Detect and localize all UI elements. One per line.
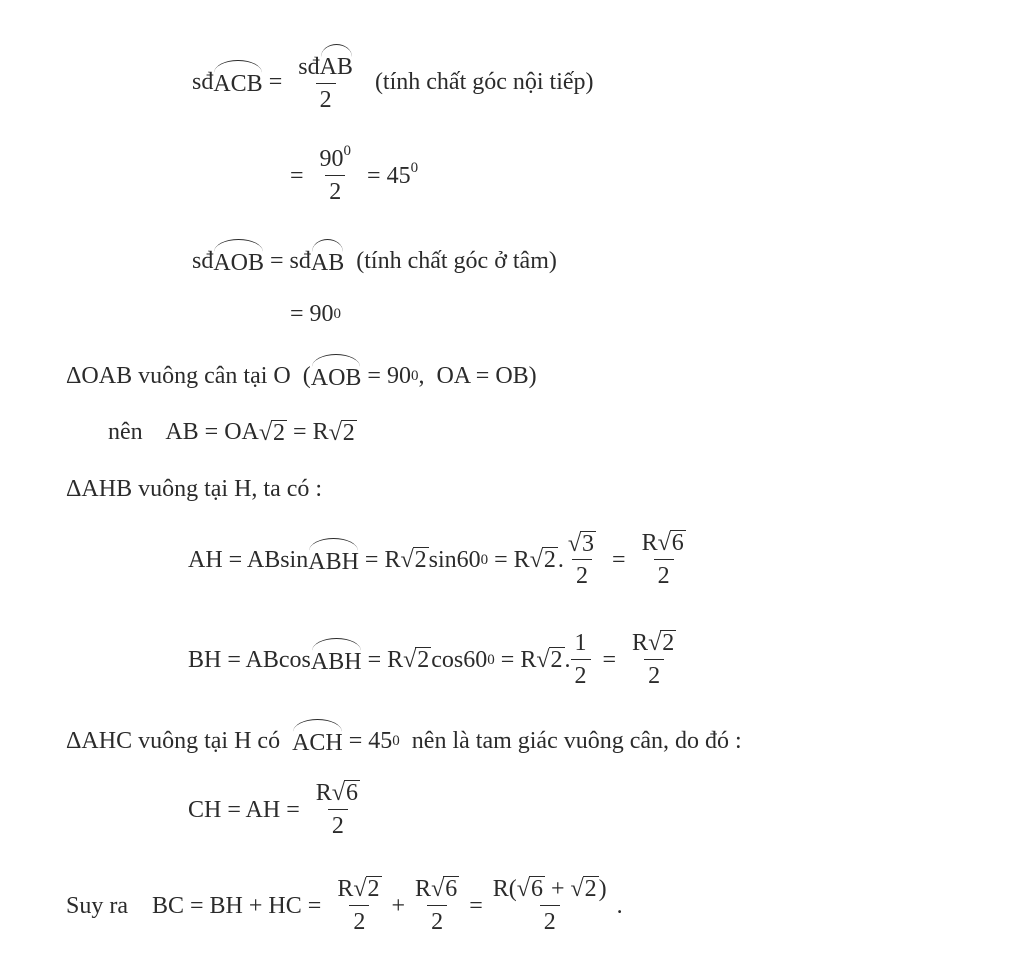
fraction-denominator: 2 <box>654 559 674 589</box>
sqrt-2: √ 2 <box>536 647 563 673</box>
text-ab-oa: AB = OA <box>142 419 259 445</box>
equals-90: = 90 <box>361 363 411 389</box>
equals: = <box>290 162 310 189</box>
line-equals-90: = 90 0 <box>290 301 342 327</box>
fraction-numerator: R √ 2 <box>632 630 675 656</box>
text-bh: BH = ABcos <box>188 646 311 673</box>
equals-45: = 45 <box>342 728 393 754</box>
equals-sd: = sđ <box>264 248 311 274</box>
text-oab: ΔOAB vuông cân tại O ( <box>66 363 311 389</box>
fraction-1-over-2 <box>571 630 591 689</box>
line-bc-formula <box>66 876 623 935</box>
fraction-numerator: R √ 6 <box>415 876 458 902</box>
fraction-90-over-2 <box>316 143 356 205</box>
fraction-denominator: 2 <box>349 905 369 935</box>
line-ch-formula <box>188 780 370 839</box>
fraction-arc-ab-over-2 <box>294 50 357 113</box>
fraction-denominator: 2 <box>540 905 560 935</box>
equals-90: = 90 <box>290 301 334 327</box>
line-ab-length <box>108 418 357 446</box>
dot: . <box>564 646 571 673</box>
text-bc: BC = BH + HC = <box>128 892 328 919</box>
period: . <box>616 892 623 919</box>
fraction-numerator: 1 <box>574 630 587 656</box>
equals: = <box>262 68 289 95</box>
fraction-denominator: 2 <box>572 559 592 589</box>
fraction-rsqrt6-over-2 <box>638 530 690 589</box>
result-45: = $45^0$ <box>361 159 419 189</box>
arc-ach: ACH <box>292 725 343 757</box>
text-ahc: ΔAHC vuông tại H có <box>66 728 293 754</box>
text-sd: sđ <box>192 248 214 274</box>
text-sin60: sin60 <box>428 546 481 573</box>
text-equals-r: = R <box>488 546 530 573</box>
fraction-rsqrt6-over-2 <box>312 780 364 839</box>
text-oa-ob: , OA = OB) <box>418 363 537 389</box>
arc-ab: AB <box>311 245 344 277</box>
text-equals-r: = R <box>494 646 537 673</box>
fraction-numerator: R √ 6 <box>641 530 684 556</box>
fraction-numerator: sđAB <box>294 50 357 83</box>
text-equals-r: = R <box>287 419 329 445</box>
text-nen: nên <box>108 419 143 445</box>
sqrt-2: √ 2 <box>403 647 430 673</box>
fraction-denominator: 2 <box>328 809 348 839</box>
text-equals-r: = R <box>358 546 401 573</box>
text-ah: AH = ABsin <box>188 546 309 573</box>
fraction-rsqrt2-over-2 <box>628 630 680 689</box>
dot: . <box>557 546 564 573</box>
text-suy-ra: Suy ra <box>66 892 128 919</box>
fraction-denominator: 2 <box>316 83 336 113</box>
arc-acb: ACB <box>213 66 262 98</box>
arc-aob: AOB <box>311 360 362 392</box>
fraction-sqrt3-over-2 <box>564 531 600 589</box>
equals: = <box>606 546 632 573</box>
text-ch-ah: CH = AH = <box>188 796 306 823</box>
line-bh-formula: BH = ABcos ABH = R √ 2 cos60 0 = R √ 2 . $\frac{1}{2}$ = R √ 2 2 <box>188 630 686 689</box>
fraction-denominator: 2 <box>427 905 447 935</box>
fraction-numerator: R √ 2 <box>337 876 380 902</box>
plus: + <box>391 892 406 919</box>
fraction-rsqrt6-over-2 <box>411 876 463 935</box>
line-ah-formula: AH = ABsin ABH = R √ 2 sin60 0 = R √ 2 . √ 3 2 = R √ 6 2 <box>188 530 696 589</box>
sqrt-2: √ 2 <box>328 419 355 446</box>
fraction-final-bc <box>489 876 611 935</box>
line-arc-aob <box>192 245 557 277</box>
text-isosceles: nên là tam giác vuông cân, do đó : <box>399 728 742 754</box>
fraction-numerator: R( √ 6 + √ 2 ) <box>492 876 607 902</box>
text-ahb: ΔAHB vuông tại H, ta có : <box>66 476 323 502</box>
fraction-numerator: $90^0$ <box>319 143 352 172</box>
line-triangle-oab: ΔOAB vuông cân tại O ( AOB = 90 0 , OA = OB) <box>66 360 537 392</box>
fraction-rsqrt2-over-2 <box>333 876 385 935</box>
line-arc-acb <box>192 50 594 113</box>
note-inscribed-angle: (tính chất góc nội tiếp) <box>362 68 594 95</box>
arc-aob: AOB <box>213 245 264 277</box>
fraction-denominator: 2 <box>325 175 345 205</box>
line-triangle-ahc: ΔAHC vuông tại H có ACH = 45 0 nên là tam giác vuông cân, do đó : <box>66 725 742 757</box>
equals: = <box>596 646 623 673</box>
equals: = <box>469 892 483 919</box>
text-cos60: cos60 <box>431 646 488 673</box>
text-equals-r: = R <box>361 646 404 673</box>
arc-abh: ABH <box>308 544 359 576</box>
arc-abh: ABH <box>311 644 362 676</box>
note-central-angle: (tính chất góc ở tâm) <box>344 248 557 274</box>
fraction-denominator: 2 <box>644 659 664 689</box>
fraction-denominator: 2 <box>571 659 591 689</box>
sqrt-2: √ 2 <box>529 547 556 573</box>
text-sd: sđ <box>192 68 214 95</box>
fraction-numerator: R √ 6 <box>315 780 358 806</box>
line-90-over-2 <box>290 143 419 205</box>
line-triangle-ahb <box>66 475 322 503</box>
fraction-numerator: √ 3 <box>567 530 595 557</box>
sqrt-2: √ 2 <box>400 547 427 573</box>
sqrt-2: √ 2 <box>258 419 286 446</box>
